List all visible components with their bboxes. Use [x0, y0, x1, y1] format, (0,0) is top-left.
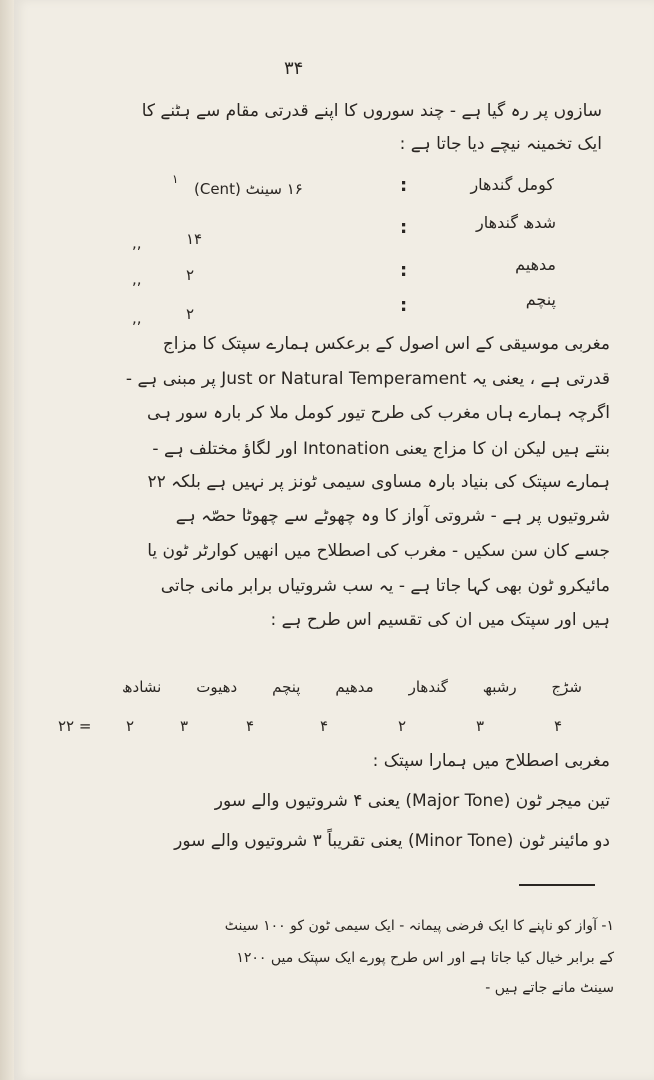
body-line-9: ہیں اور سپتک میں ان کی تقسیم اس طرح ہے :: [270, 610, 610, 630]
body-line-4: بنتے ہیں لیکن ان کا مزاج یعنی Intonation اور لگاؤ مختلف ہے -: [152, 439, 610, 459]
note-komal-gandhar: کومل گندھار: [470, 175, 554, 194]
shruti-count: ۳: [180, 717, 189, 735]
minor-tone-line: دو مائینر ٹون (Minor Tone) یعنی تقریباً ۳ شروتیوں والے سور: [174, 831, 610, 851]
shruti-total: ۲۲ =: [58, 717, 92, 735]
note-dhaivat: دھیوت: [196, 678, 238, 696]
body-line-2: قدرتی ہے ، یعنی یہ Just or Natural Temperament پر مبنی ہے -: [125, 369, 610, 389]
value-madhyam: ۲: [186, 266, 195, 284]
shruti-count: ۲: [398, 717, 407, 735]
body-line-5: ہمارے سپتک کی بنیاد بارہ مساوی سیمی ٹونز پر نہیں ہے بلکہ ۲۲: [147, 472, 610, 492]
footnote-divider: [519, 884, 595, 886]
shruti-count: ۴: [320, 717, 329, 735]
book-page: [14, 0, 654, 1080]
value-pancham: ۲: [186, 305, 195, 323]
ditto-mark: ,,: [132, 270, 142, 288]
value-komal-gandhar: ۱۶ سینٹ (Cent): [194, 180, 303, 198]
footnote-line-3: سینٹ مانے جاتے ہیں -: [485, 980, 614, 996]
intro-line-2: ایک تخمینہ نیچے دیا جاتا ہے :: [399, 134, 602, 154]
shruti-count: ۲: [126, 717, 135, 735]
note-shuddh-gandhar: شدھ گندھار: [476, 213, 556, 232]
note-pancham: پنچم: [525, 290, 556, 309]
value-shuddh-gandhar: ۱۴: [186, 230, 203, 248]
ditto-mark: ,,: [132, 309, 142, 327]
intro-line-1: سازوں پر رہ گیا ہے - چند سوروں کا اپنے قدرتی مقام سے ہٹنے کا: [141, 101, 602, 121]
note-shadja: شڑج: [551, 678, 582, 696]
shruti-count: ۴: [246, 717, 255, 735]
western-heading: مغربی اصطلاح میں ہمارا سپتک :: [372, 751, 610, 771]
shruti-count: ۴: [554, 717, 563, 735]
note-nishad: نشادھ: [122, 678, 162, 696]
shruti-count: ۳: [476, 717, 485, 735]
body-line-1: مغربی موسیقی کے اس اصول کے برعکس ہمارے سپتک کا مزاج: [162, 334, 610, 354]
body-line-7: جسے کان سن سکیں - مغرب کی اصطلاح میں انھیں کوارٹر ٹون یا: [147, 541, 610, 561]
note-madhyam: مدھیم: [335, 678, 374, 696]
colon: :: [400, 217, 408, 238]
colon: :: [400, 260, 408, 281]
note-madhyam: مدھیم: [515, 255, 556, 274]
note-gandhar: گندھار: [408, 678, 448, 696]
footnote-line-1: ۱- آواز کو ناپنے کا ایک فرضی پیمانہ - ایک سیمی ٹون کو ۱۰۰ سینٹ: [224, 918, 614, 934]
page-number: ۳۴: [284, 58, 304, 79]
body-line-3: اگرچہ ہمارے ہاں مغرب کی طرح تیور کومل ملا کر بارہ سور ہی: [147, 403, 610, 423]
note-pancham: پنچم: [272, 678, 301, 696]
body-line-8: مائیکرو ٹون بھی کہا جاتا ہے - یہ سب شروتیاں برابر مانی جاتی: [160, 576, 610, 596]
colon: :: [400, 295, 408, 316]
footnote-line-2: کے برابر خیال کیا جاتا ہے اور اس طرح پورے ایک سپتک میں ۱۲۰۰: [236, 950, 614, 966]
footnote-marker: ۱: [172, 172, 179, 186]
note-rishabh: رشبھ: [482, 678, 517, 696]
colon: :: [400, 175, 408, 196]
ditto-mark: ,,: [132, 234, 142, 252]
notes-row: [122, 678, 582, 696]
binding-gutter: [0, 0, 14, 1080]
major-tone-line: تین میجر ٹون (Major Tone) یعنی ۴ شروتیوں والے سور: [214, 791, 610, 811]
body-line-6: شروتیوں پر ہے - شروتی آواز کا وہ چھوٹے سے چھوٹا حصّہ ہے: [175, 506, 610, 526]
